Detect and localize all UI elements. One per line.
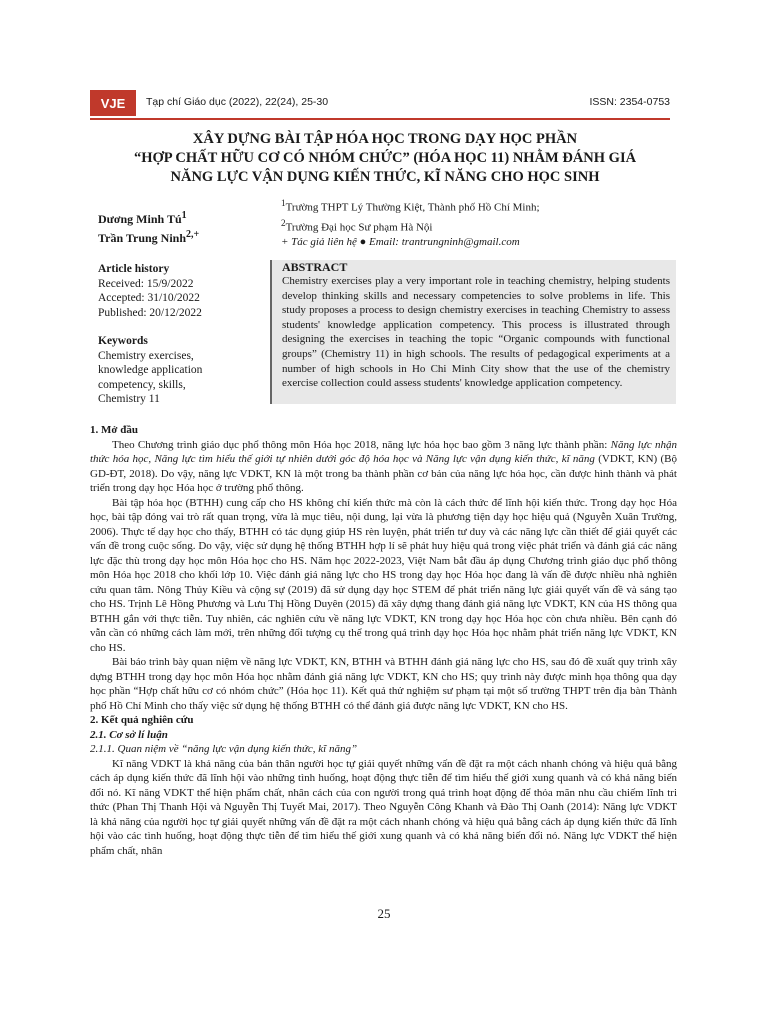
received-date: Received: 15/9/2022	[98, 277, 194, 290]
paragraph: Theo Chương trình giáo dục phổ thông môn Hóa học 2018, năng lực hóa học bao gồm 3 năng lực thành phần: Năng lực nhận thức hóa học, Năng lực tìm hiểu thế giới tự nhiên dưới góc độ hóa học và Năng lực vận dụng kiến thức, kĩ năng (VDKT, KN) (Bộ GD-ĐT, 2018). Do vậy, năng lực VDKT, KN là một trong ba thành phần cơ bản của năng lực hóa học, cần được hình thành và phát triển trong dạy học Hóa học ở trường phổ thông.	[90, 438, 677, 494]
paragraph: Bài báo trình bày quan niệm về năng lực VDKT, KN, BTHH và BTHH đánh giá năng lực cho HS, sau đó đề xuất quy trình xây dựng BTHH trong dạy học môn Hóa học nhằm đánh giá năng lực VDKT, KN cho HS; quy trình này được minh họa thông qua dạy học phần “Hợp chất hữu cơ có nhóm chức” (Hóa học 11). Kết quả thử nghiệm sư phạm tại một số trường THPT trên địa bàn Thành phố Hồ Chí Minh cho thấy việc sử dụng hệ thống BTHH có thể đánh giá được năng lực VDKT, KN cho HS.	[90, 656, 677, 712]
journal-header	[90, 90, 680, 116]
subsubsection-heading: 2.1.1. Quan niệm về “năng lực vận dụng kiến thức, kĩ năng”	[90, 743, 358, 755]
journal-citation: Tạp chí Giáo dục (2022), 22(24), 25-30	[146, 96, 329, 108]
abstract-text: Chemistry exercises play a very important role in teaching chemistry, helping students develop thinking skills and necessary competencies to solve problems in life. This study proposes a process to design chemistry exercises in teaching Chemistry to assess students' knowledge application competency. This process is illustrated through designing the exercises in teaching the topic “Organic compounds with functional groups” (Chemistry 11) in high schools. The results of pedagogical experiments at a number of high schools in Ho Chi Minh City show that the use of the chemistry exercise collection could assess students' knowledge application competency.	[282, 275, 670, 390]
title-line: “HỢP CHẤT HỮU CƠ CÓ NHÓM CHỨC” (HÓA HỌC 11) NHẰM ĐÁNH GIÁ	[133, 150, 637, 166]
article-meta	[98, 262, 258, 407]
section-heading: 2. Kết quả nghiên cứu	[90, 714, 194, 726]
abstract-heading: ABSTRACT	[282, 260, 348, 274]
header-rule	[90, 118, 670, 120]
issn: ISSN: 2354-0753	[589, 96, 670, 108]
author-list	[98, 208, 199, 246]
section-heading: 1. Mở đầu	[90, 424, 138, 436]
affiliation: $^1$Trường THPT Lý Thường Kiệt, Thành phố Hồ Chí Minh;	[281, 198, 540, 214]
author: Dương Minh $Tú^1$	[98, 210, 187, 226]
subsection-heading: 2.1. Cơ sở lí luận	[90, 728, 168, 741]
title-line: XÂY DỰNG BÀI TẬP HÓA HỌC TRONG DẠY HỌC PHẦN	[192, 131, 578, 147]
keyword: knowledge application	[98, 364, 203, 376]
title-line: NĂNG LỰC VẬN DỤNG KIẾN THỨC, KĨ NĂNG CHO HỌC SINH	[170, 169, 600, 185]
contact-email: + Tác giả liên hệ ● Email: trantrungninh@gmail.com	[281, 236, 520, 249]
keyword: Chemistry exercises,	[98, 349, 194, 362]
article-title	[60, 130, 710, 187]
page-number: 25	[377, 906, 391, 921]
author: Trần Trung Ninh$^{2,+}$	[98, 229, 200, 245]
keyword: competency, skills,	[98, 378, 186, 391]
affiliation: $^2$Trường Đại học Sư phạm Hà Nội	[281, 217, 433, 234]
affiliations	[281, 196, 540, 250]
history-heading: Article history	[98, 263, 170, 275]
paragraph: Bài tập hóa học (BTHH) cung cấp cho HS không chỉ kiến thức mà còn là cách thức để lĩnh hội kiến thức. Trong dạy học Hóa học, bài tập đóng vai trò rất quan trọng, vừa là mục tiêu, nội dung, lại vừa là phương tiện dạy học hiệu quả (Nguyễn Xuân Trường, 2006). Thực tế dạy học cho thấy, BTHH có tác dụng giúp HS rèn luyện, phát triển tư duy và các năng lực cần thiết để giải quyết các vấn đề trong cuộc sống. Do vậy, việc sử dụng hệ thống BTHH hợp lí sẽ phát huy hiệu quả trong việc phát triển và đánh giá các năng lực đặc thù trong dạy học môn Hóa học cho HS. Năm học 2022-2023, Việt Nam bắt đầu áp dụng Chương trình giáo dục phổ thông môn Hóa học 2018 cho khối lớp 10. Việc đánh giá năng lực cho HS trong dạy học Hóa học đang là vấn đề được nhiều nhà nghiên cứu quan tâm. Nông Thủy Kiều và cộng sự (2019) đã sử dụng dạy học STEM để phát triển năng lực giải quyết vấn đề và sáng tạo cho HS. Trịnh Lê Hồng Phương và Lưu Thị Hồng Duyên (2015) đã xây dựng thang đánh giá năng lực VDKT, KN của HS thông qua BTHH gắn với thực tiễn. Tuy nhiên, các nghiên cứu về năng lực VDKT, KN trong dạy học Hóa học còn chưa nhiều. Bên cạnh đó vẫn cần có những cách làm mới, trên những đối tượng cụ thể trong quá trình dạy học Hóa học nhằm phát triển năng lực VDKT, KN cho HS.	[90, 496, 677, 654]
published-date: Published: 20/12/2022	[98, 306, 202, 319]
article-body	[90, 423, 677, 858]
abstract-box	[270, 260, 676, 404]
keyword: Chemistry 11	[98, 393, 160, 405]
keywords-heading: Keywords	[98, 335, 148, 347]
journal-logo: VJE	[90, 90, 136, 116]
paragraph: Kĩ năng VDKT là khả năng của bản thân người học tự giải quyết những vấn đề đặt ra một cách nhanh chóng và hiệu quả bằng cách áp dụng kiến thức đã lĩnh hội vào những tình huống, hoạt động thực tiễn để tìm hiểu thế giới xung quanh và có khả năng biến đổi nó. Kĩ năng VDKT thể hiện phẩm chất, nhân cách của con người trong quá trình hoạt động để thỏa mãn nhu cầu chiếm lĩnh tri thức (Phan Thị Thanh Hội và Nguyễn Thị Tuyết Mai, 2017). Theo Nguyễn Công Khanh và Đào Thị Oanh (2014): Năng lực VDKT là khả năng của người học tự giải quyết những vấn đề đặt ra một cách nhanh chóng và hiệu quả bằng cách áp dụng kiến thức đã lĩnh hội vào các tình huống, hoạt động thực tiễn để tìm hiểu thế giới xung quanh và có khả năng biến đổi nó. Năng lực VDKT thể hiện phẩm chất, nhân	[90, 757, 677, 857]
accepted-date: Accepted: 31/10/2022	[98, 292, 200, 304]
